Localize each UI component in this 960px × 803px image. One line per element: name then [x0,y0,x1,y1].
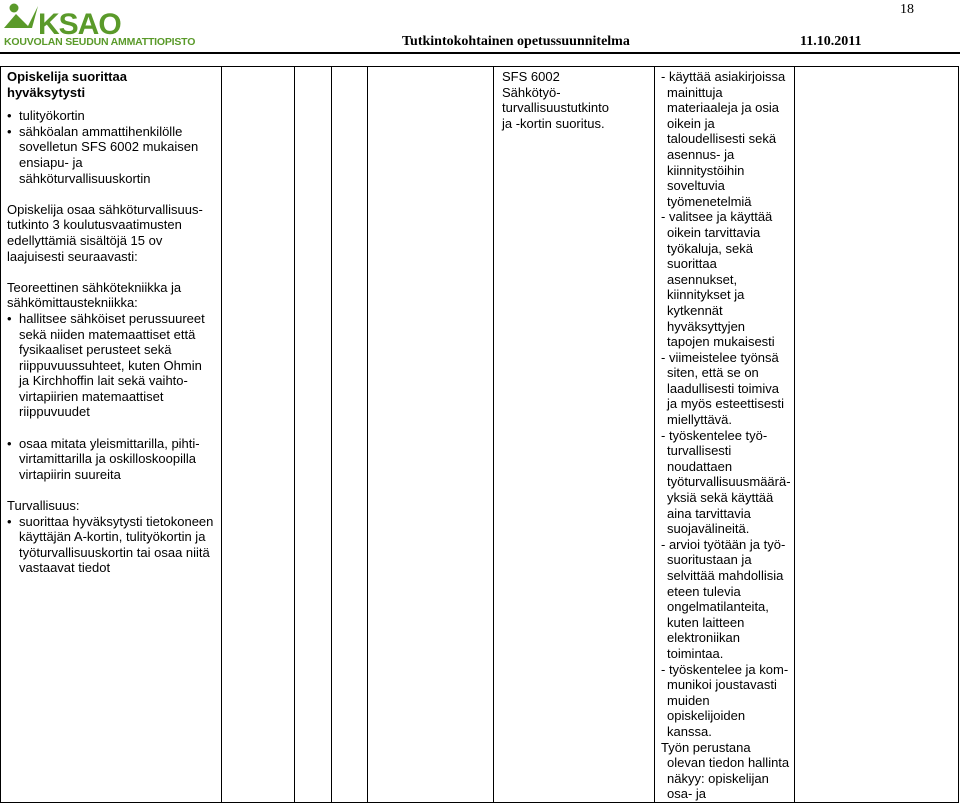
scope-paragraph: Opiskelija osaa sähköturvallisuus- tutkinto 3 koulutusvaatimusten edellyttämiä sisältöjä 15 ov laajuisesti seuraavasti: [7,201,203,264]
curriculum-table [0,66,959,803]
empty-cell [795,67,959,803]
ksao-logo [2,2,227,50]
criteria-line: Työn perustana olevan tiedon hallinta näkyy: opiskelijan osa- ja [661,739,790,802]
criteria-line: - työskentelee työ- turvallisesti noudattaen työturvallisuusmäärä- yksiä sekä käyttää aina tarvittavia suojavälineitä. [661,427,791,537]
criteria-cell [655,67,795,803]
theory-heading: Teoreettinen sähkötekniikka ja sähkömittaustekniikka: [7,279,182,311]
criteria-line: - käyttää asiakirjoissa mainittuja materiaaleja ja osia oikein ja taloudellisesti sekä asennus- ja kiinnitystöihin soveltuvia työmenetelmiä [661,69,786,209]
requirements-heading: Opiskelija suorittaa hyväksytysti [7,69,127,100]
empty-cell [295,67,332,803]
page-number: 18 [900,2,914,17]
theory-list [7,311,215,420]
list-item: • osaa mitata yleismittarilla, pihti- virtamittarilla ja oskilloskoopilla virtapiirin suureita [19,436,215,483]
criteria-line: - arvioi työtään ja työ- suoritustaan ja selvittää mahdollisia eteen tulevia ongelmatilanteita, kuten laitteen elektroniikan toimintaa. [661,536,786,661]
document-date: 11.10.2011 [800,34,862,49]
requirements-cell [1,67,222,803]
empty-cell [332,67,368,803]
assessment-cell [494,67,655,803]
criteria-line: - työskentelee ja kom- munikoi joustavasti muiden opiskelijoiden kanssa. [661,661,789,739]
list-item: • hallitsee sähköiset perussuureet sekä niiden matemaattiset että fysikaaliset perusteet sekä riippuvuussuhteet, kuten Ohmin ja Kirchhoffin lait sekä vaihto- virtapiirien matemaattiset riippuvuudet [19,311,215,420]
list-item: • sähköalan ammattihenkilölle sovelletun SFS 6002 mukaisen ensiapu- ja sähköturvallisuuskortin [19,124,215,186]
criteria-line: - valitsee ja käyttää oikein tarvittavia työkaluja, sekä suorittaa asennukset, kiinnitykset ja kytkennät hyväksyttyjen tapojen mukaisesti [661,209,775,350]
safety-heading: Turvallisuus: [7,498,80,514]
safety-list [7,514,215,576]
card-list [7,108,215,186]
logo-brand: KSAO [38,8,121,41]
list-item: • suorittaa hyväksytysti tietokoneen käyttäjän A-kortin, tulityökortin ja työturvallisuuskortin tai osaa niitä vastaavat tiedot [19,514,215,576]
document-title: Tutkintokohtainen opetussuunnitelma [402,34,630,49]
empty-cell [368,67,494,803]
assessment-text: SFS 6002 Sähkötyö- turvallisuustutkinto ja -kortin suoritus. [502,69,609,131]
list-item: • tulityökortin [19,108,215,124]
header-divider [0,52,960,54]
logo-subtitle: KOUVOLAN SEUDUN AMMATTIOPISTO [4,36,196,48]
logo-figure-icon [2,2,42,36]
empty-cell [222,67,295,803]
measurement-list [7,436,215,483]
criteria-line: - viimeistelee työnsä siten, että se on laadullisesti toimiva ja myös esteettisesti miellyttävä. [661,349,785,428]
